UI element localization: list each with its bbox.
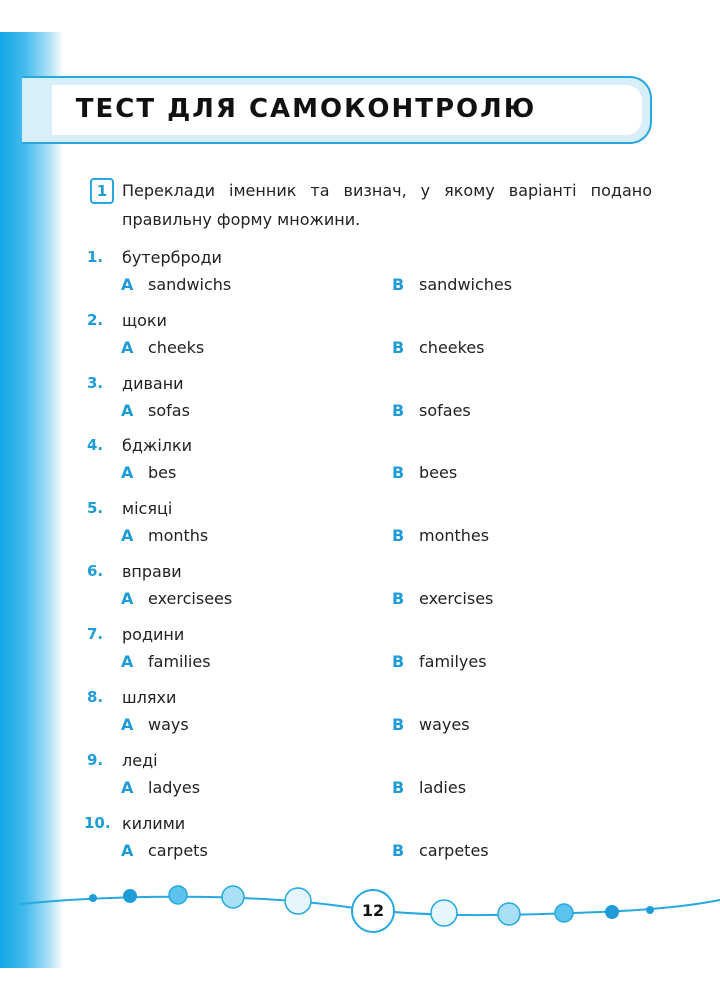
- option-a-letter[interactable]: A: [121, 275, 134, 294]
- title-banner: [22, 76, 652, 144]
- item-number: 10.: [84, 814, 111, 832]
- option-b-text[interactable]: carpetes: [419, 841, 489, 860]
- item-number: 8.: [87, 688, 104, 706]
- bead: [431, 900, 457, 926]
- option-b-letter[interactable]: B: [392, 401, 405, 420]
- item-word: бджілки: [122, 436, 193, 455]
- option-a-letter[interactable]: A: [121, 338, 134, 357]
- bead: [169, 886, 187, 904]
- bead: [605, 905, 619, 919]
- item-word: родини: [122, 625, 185, 644]
- bead: [285, 888, 311, 914]
- option-b-text[interactable]: ladies: [419, 778, 467, 797]
- option-a-letter[interactable]: A: [121, 778, 134, 797]
- item-word: шляхи: [122, 688, 177, 707]
- bead: [222, 886, 244, 908]
- bead: [555, 904, 573, 922]
- test-item: [0, 814, 720, 874]
- option-b-letter[interactable]: B: [392, 652, 405, 671]
- option-a-letter[interactable]: A: [121, 652, 134, 671]
- option-b-text[interactable]: bees: [419, 463, 458, 482]
- item-number: 6.: [87, 562, 104, 580]
- test-item: [0, 688, 720, 748]
- option-b-text[interactable]: exercises: [419, 589, 494, 608]
- option-a-text[interactable]: sofas: [148, 401, 190, 420]
- option-a-text[interactable]: exercisees: [148, 589, 233, 608]
- item-number: 1.: [87, 248, 104, 266]
- option-b-letter[interactable]: B: [392, 463, 405, 482]
- item-number: 3.: [87, 374, 104, 392]
- item-number: 2.: [87, 311, 104, 329]
- option-b-text[interactable]: familyes: [419, 652, 487, 671]
- test-item: [0, 751, 720, 811]
- item-number: 5.: [87, 499, 104, 517]
- option-b-letter[interactable]: B: [392, 338, 405, 357]
- page-number: 12: [351, 889, 395, 933]
- option-a-text[interactable]: ladyes: [148, 778, 201, 797]
- item-word: щоки: [122, 311, 167, 330]
- option-a-text[interactable]: bes: [148, 463, 177, 482]
- test-item: [0, 499, 720, 559]
- option-a-text[interactable]: families: [148, 652, 211, 671]
- option-b-text[interactable]: sofaes: [419, 401, 471, 420]
- option-a-letter[interactable]: A: [121, 526, 134, 545]
- option-a-letter[interactable]: A: [121, 401, 134, 420]
- option-b-text[interactable]: cheekes: [419, 338, 485, 357]
- item-word: бутерброди: [122, 248, 222, 267]
- item-word: килими: [122, 814, 186, 833]
- page-title: ТЕСТ ДЛЯ САМОКОНТРОЛЮ: [75, 94, 537, 124]
- task-instruction: Переклади іменник та визнач, у якому варіанті подано правильну форму множини.: [122, 181, 652, 229]
- option-b-letter[interactable]: B: [392, 275, 405, 294]
- item-number: 7.: [87, 625, 104, 643]
- test-item: [0, 436, 720, 496]
- option-a-text[interactable]: cheeks: [148, 338, 205, 357]
- option-a-letter[interactable]: A: [121, 841, 134, 860]
- item-word: місяці: [122, 499, 173, 518]
- option-a-letter[interactable]: A: [121, 463, 134, 482]
- option-a-text[interactable]: carpets: [148, 841, 208, 860]
- test-item: [0, 562, 720, 622]
- option-b-letter[interactable]: B: [392, 778, 405, 797]
- option-b-text[interactable]: wayes: [419, 715, 470, 734]
- option-b-text[interactable]: sandwiches: [419, 275, 513, 294]
- item-word: дивани: [122, 374, 184, 393]
- option-b-letter[interactable]: B: [392, 589, 405, 608]
- item-number: 9.: [87, 751, 104, 769]
- option-b-letter[interactable]: B: [392, 841, 405, 860]
- test-item: [0, 374, 720, 434]
- test-item: [0, 625, 720, 685]
- option-a-text[interactable]: months: [148, 526, 209, 545]
- test-item: [0, 311, 720, 371]
- option-b-letter[interactable]: B: [392, 715, 405, 734]
- option-a-letter[interactable]: A: [121, 589, 134, 608]
- bead: [646, 906, 654, 914]
- option-a-text[interactable]: ways: [148, 715, 189, 734]
- task-number-badge: 1: [90, 178, 114, 204]
- bead: [123, 889, 137, 903]
- option-a-letter[interactable]: A: [121, 715, 134, 734]
- option-b-text[interactable]: monthes: [419, 526, 490, 545]
- item-word: вправи: [122, 562, 182, 581]
- item-number: 4.: [87, 436, 104, 454]
- option-b-letter[interactable]: B: [392, 526, 405, 545]
- bead: [498, 903, 520, 925]
- item-word: леді: [122, 751, 158, 770]
- option-a-text[interactable]: sandwichs: [148, 275, 232, 294]
- test-item: [0, 248, 720, 308]
- bead: [89, 894, 97, 902]
